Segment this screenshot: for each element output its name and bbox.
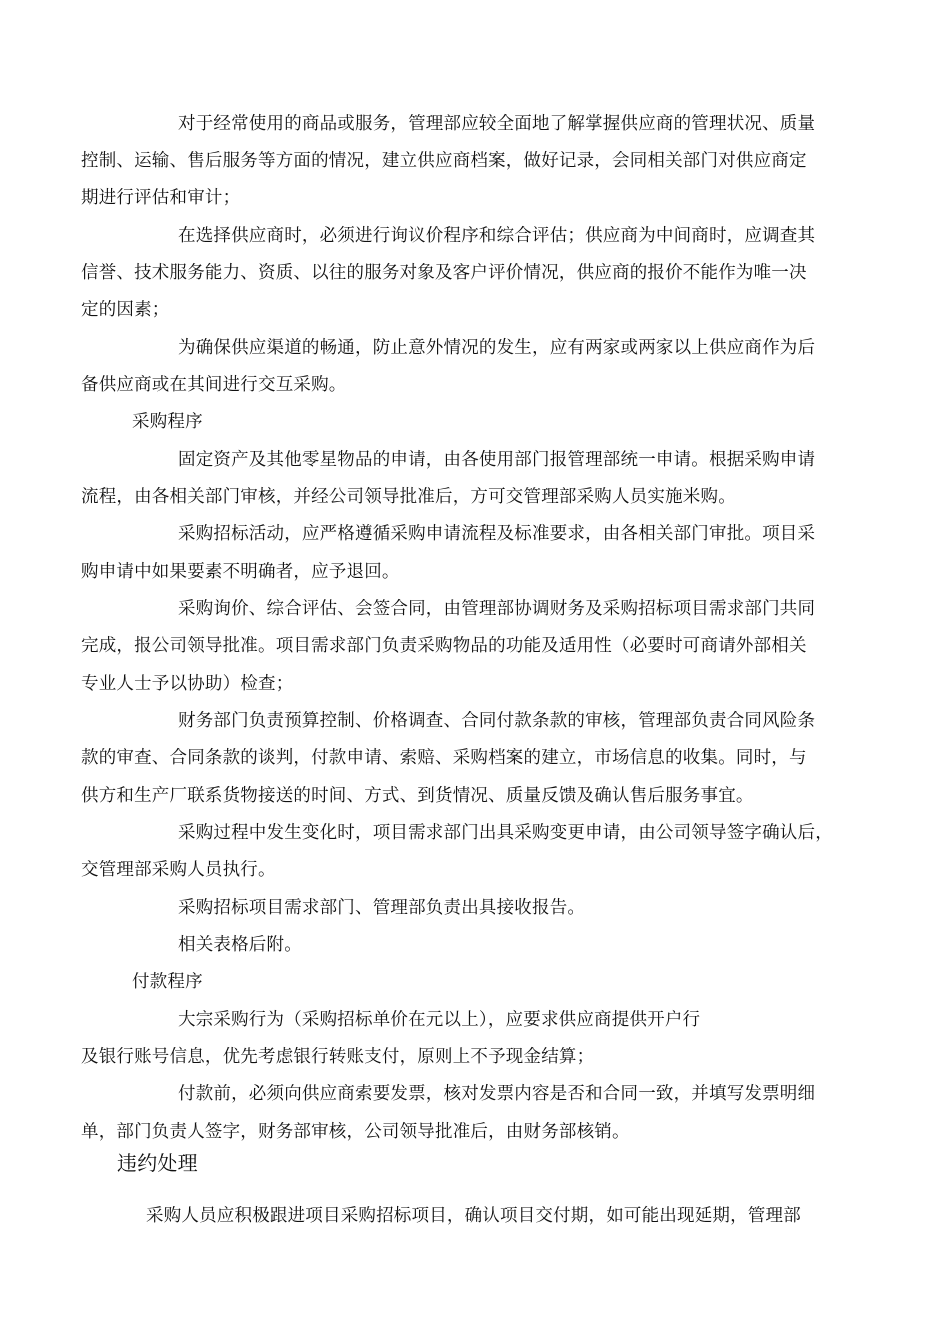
paragraph-line: 采购过程中发生变化时，项目需求部门出具采购变更申请，由公司领导签字确认后， bbox=[178, 823, 833, 843]
paragraph-line: 采购人员应积极跟进项目采购招标项目，确认项目交付期，如可能出现延期，管理部 bbox=[146, 1206, 801, 1226]
paragraph-line: 交管理部采购人员执行。 bbox=[81, 860, 276, 880]
paragraph-line: 付款前，必须向供应商索要发票，核对发票内容是否和合同一致，并填写发票明细 bbox=[178, 1084, 816, 1104]
paragraph-line: 信誉、技术服务能力、资质、以往的服务对象及客户评价情况，供应商的报价不能作为唯一决 bbox=[81, 263, 807, 283]
paragraph-line: 单，部门负责人签字，财务部审核，公司领导批准后，由财务部核销。 bbox=[81, 1122, 630, 1142]
paragraph-line: 采购招标活动，应严格遵循采购申请流程及标准要求，由各相关部门审批。项目采 bbox=[178, 524, 816, 544]
paragraph-line: 对于经常使用的商品或服务，管理部应较全面地了解掌握供应商的管理状况、质量 bbox=[178, 114, 816, 134]
paragraph-line: 及银行账号信息，优先考虑银行转账支付，原则上不予现金结算； bbox=[81, 1047, 595, 1067]
paragraph-line: 财务部门负责预算控制、价格调查、合同付款条款的审核，管理部负责合同风险条 bbox=[178, 711, 816, 731]
section-heading-breach-handling: 违约处理 bbox=[117, 1151, 198, 1175]
paragraph-line: 款的审查、合同条款的谈判，付款申请、索赔、采购档案的建立，市场信息的收集。同时，与 bbox=[81, 748, 807, 768]
paragraph-line: 为确保供应渠道的畅通，防止意外情况的发生，应有两家或两家以上供应商作为后 bbox=[178, 338, 816, 358]
paragraph-line: 流程，由各相关部门审核，并经公司领导批准后，方可交管理部采购人员实施米购。 bbox=[81, 487, 736, 507]
paragraph-line: 采购询价、综合评估、会签合同，由管理部协调财务及采购招标项目需求部门共同 bbox=[178, 599, 816, 619]
paragraph-line: 期进行评估和审计； bbox=[81, 188, 241, 208]
paragraph-line: 供方和生产厂联系货物接送的时间、方式、到货情况、质量反馈及确认售后服务事宜。 bbox=[81, 786, 754, 806]
section-heading-payment-procedure: 付款程序 bbox=[132, 972, 203, 992]
paragraph-line: 购申请中如果要素不明确者，应予退回。 bbox=[81, 562, 400, 582]
paragraph-line: 固定资产及其他零星物品的申请，由各使用部门报管理部统一申请。根据采购申请 bbox=[178, 450, 816, 470]
paragraph-line: 采购招标项目需求部门、管理部负责出具接收报告。 bbox=[178, 898, 586, 918]
paragraph-line: 控制、运输、售后服务等方面的情况，建立供应商档案，做好记录，会同相关部门对供应商定 bbox=[81, 151, 807, 171]
paragraph-line: 完成，报公司领导批准。项目需求部门负责采购物品的功能及适用性（必要时可商请外部相关 bbox=[81, 636, 807, 656]
paragraph-line: 专业人士予以协助）检查； bbox=[81, 674, 294, 694]
paragraph-line: 备供应商或在其间进行交互采购。 bbox=[81, 375, 347, 395]
paragraph-line: 定的因素； bbox=[81, 300, 170, 320]
paragraph-line: 大宗采购行为（采购招标单价在元以上），应要求供应商提供开户行 bbox=[178, 1010, 701, 1030]
paragraph-line: 相关表格后附。 bbox=[178, 935, 302, 955]
section-heading-procurement-procedure: 采购程序 bbox=[132, 412, 203, 432]
paragraph-line: 在选择供应商时，必须进行询议价程序和综合评估；供应商为中间商时，应调查其 bbox=[178, 226, 816, 246]
